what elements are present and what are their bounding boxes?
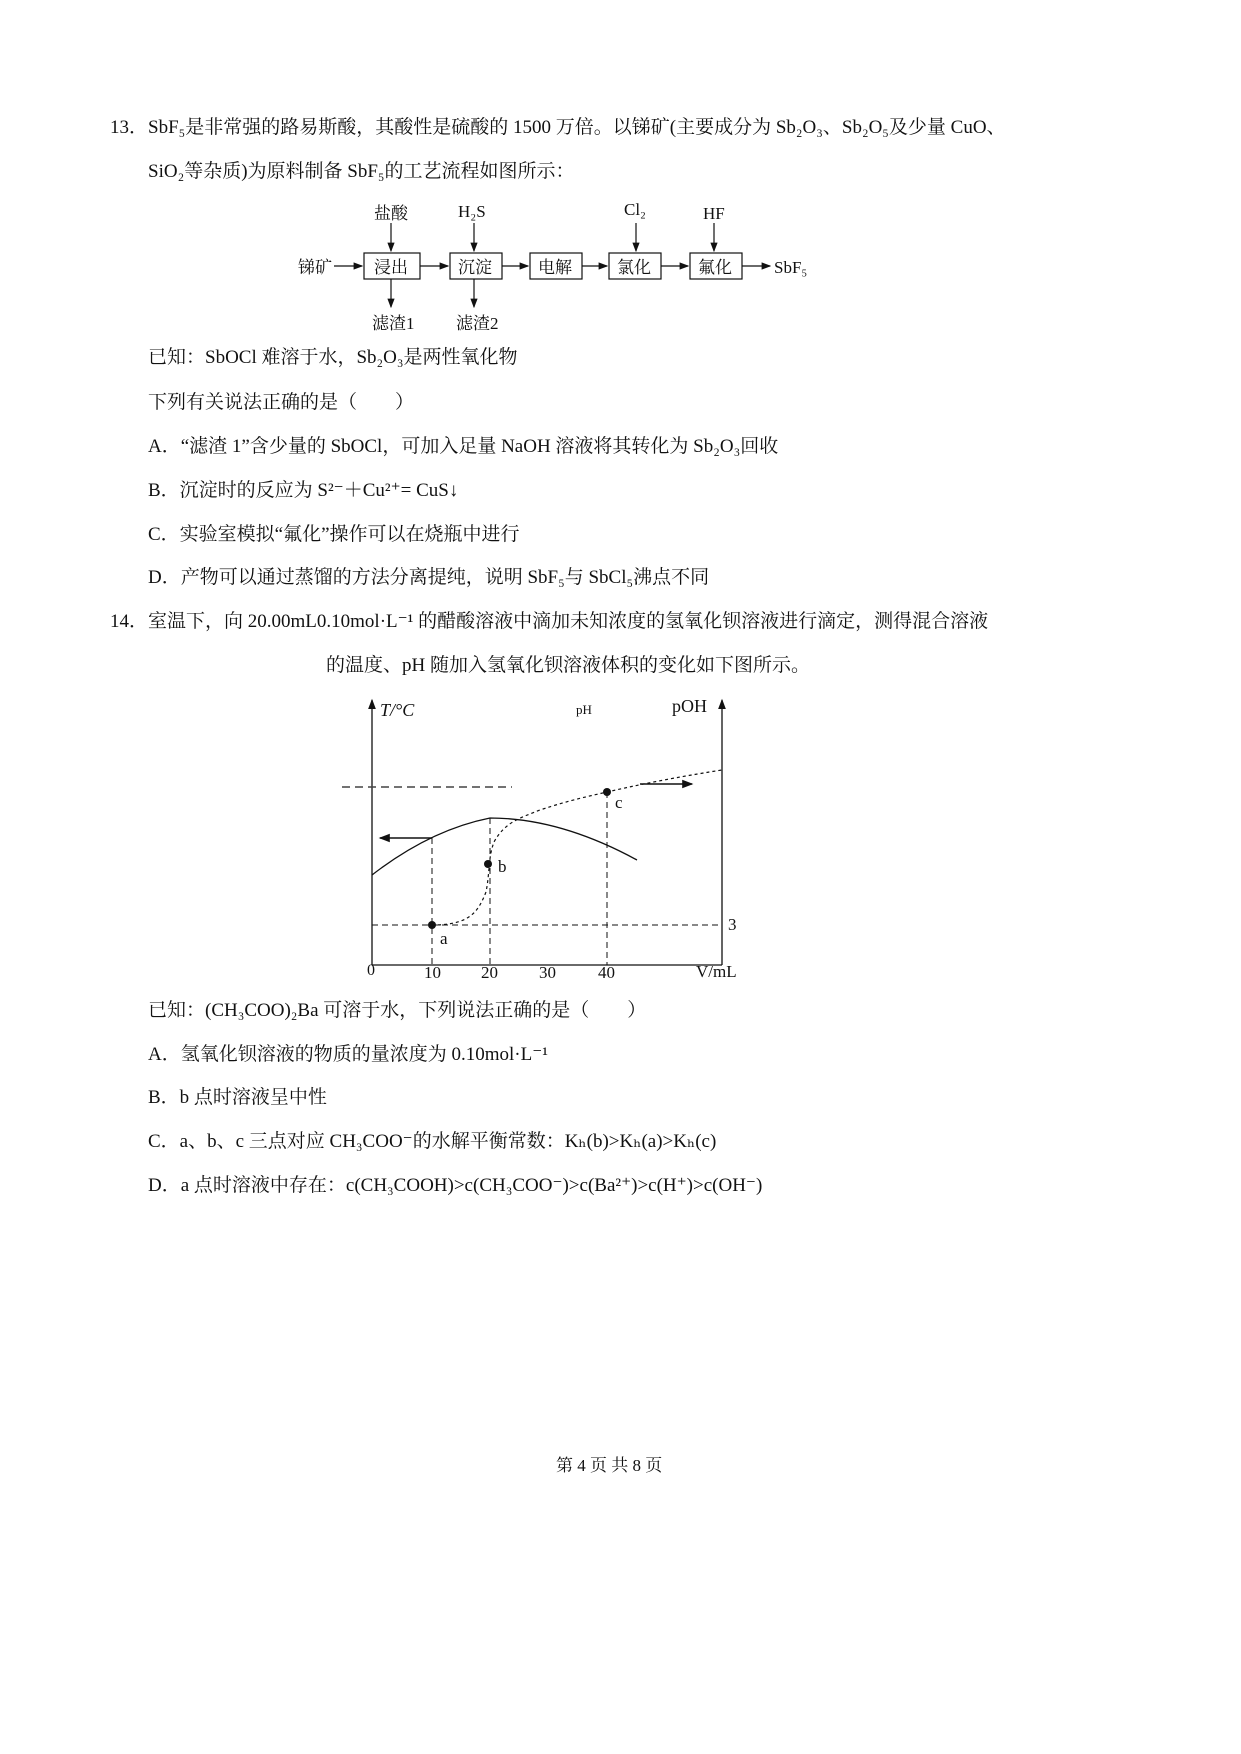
point-c — [603, 788, 611, 796]
flow-step: 氯化 — [617, 258, 651, 277]
q13-stem-line2: SiO₂等杂质)为原料制备 SbF₅的工艺流程如图所示： — [148, 161, 575, 182]
q14-option-b: B．b 点时溶液呈中性 — [148, 1087, 327, 1108]
q13-option-a: A．“滤渣 1”含少量的 SbOCl，可加入足量 NaOH 溶液将其转化为 Sb₂O₃回收 — [148, 436, 779, 457]
flow-step: 浸出 — [374, 258, 408, 277]
q13-stem-line1: 13．SbF₅是非常强的路易斯酸，其酸性是硫酸的 1500 万倍。以锑矿(主要成分为 Sb₂O₃、Sb₂O₅及少量 CuO、 — [110, 117, 1006, 138]
q14-stem-line2: 的温度、pH 随加入氢氧化钡溶液体积的变化如下图所示。 — [326, 655, 810, 676]
point-a — [428, 921, 436, 929]
q14-option-c: C．a、b、c 三点对应 CH₃COO⁻的水解平衡常数：Kₕ(b)>Kₕ(a)>Kₕ(c) — [148, 1131, 717, 1152]
point-c-label: c — [615, 793, 623, 812]
x-tick: 10 — [424, 963, 441, 982]
q14-known: 已知：(CH₃COO)₂Ba 可溶于水，下列说法正确的是（ ） — [148, 1000, 647, 1021]
q13-option-c: C．实验室模拟“氟化”操作可以在烧瓶中进行 — [148, 524, 520, 545]
q14-option-d: D．a 点时溶液中存在：c(CH₃COOH)>c(CH₃COO⁻)>c(Ba²⁺)>c(H⁺)>c(OH⁻) — [148, 1175, 763, 1196]
flow-step: 电解 — [538, 258, 572, 277]
right-axis-label: pOH — [672, 696, 707, 716]
flow-reagent: Cl₂ — [624, 200, 646, 219]
q13-option-d: D．产物可以通过蒸馏的方法分离提纯，说明 SbF₅与 SbCl₅沸点不同 — [148, 567, 710, 588]
x-tick: 40 — [598, 963, 615, 982]
flow-input: 锑矿 — [298, 258, 332, 277]
q13-question: 下列有关说法正确的是（ ） — [148, 392, 415, 413]
flow-reagent: 盐酸 — [374, 204, 408, 223]
x-tick: 0 — [367, 962, 375, 979]
ph-label: pH — [576, 702, 592, 717]
point-a-label: a — [440, 929, 448, 948]
flow-reagent: H₂S — [458, 202, 486, 221]
flow-reagent: HF — [703, 204, 725, 223]
left-axis-label: T/°C — [380, 700, 415, 720]
flow-residue: 滤渣1 — [372, 314, 415, 333]
x-tick: 30 — [539, 963, 556, 982]
x-axis-label: V/mL — [696, 962, 737, 981]
page-footer: 第 4 页 共 8 页 — [556, 1456, 663, 1475]
flow-residue: 滤渣2 — [456, 314, 499, 333]
point-b — [484, 860, 492, 868]
right-tick: 3 — [728, 915, 737, 934]
q14-stem-line1: 14．室温下，向 20.00mL0.10mol·L⁻¹ 的醋酸溶液中滴加未知浓度的氢氧化钡溶液进行滴定，测得混合溶液 — [110, 611, 989, 632]
flow-step: 氟化 — [698, 258, 732, 277]
q13-known: 已知：SbOCl 难溶于水，Sb₂O₃是两性氧化物 — [148, 347, 518, 368]
flow-step: 沉淀 — [458, 258, 492, 277]
flow-output: SbF₅ — [774, 258, 808, 277]
point-b-label: b — [498, 857, 507, 876]
x-tick: 20 — [481, 963, 498, 982]
q13-option-b: B．沉淀时的反应为 S²⁻＋Cu²⁺= CuS↓ — [148, 480, 459, 501]
q14-option-a: A．氢氧化钡溶液的物质的量浓度为 0.10mol·L⁻¹ — [148, 1044, 548, 1065]
ph-curve — [432, 770, 722, 925]
